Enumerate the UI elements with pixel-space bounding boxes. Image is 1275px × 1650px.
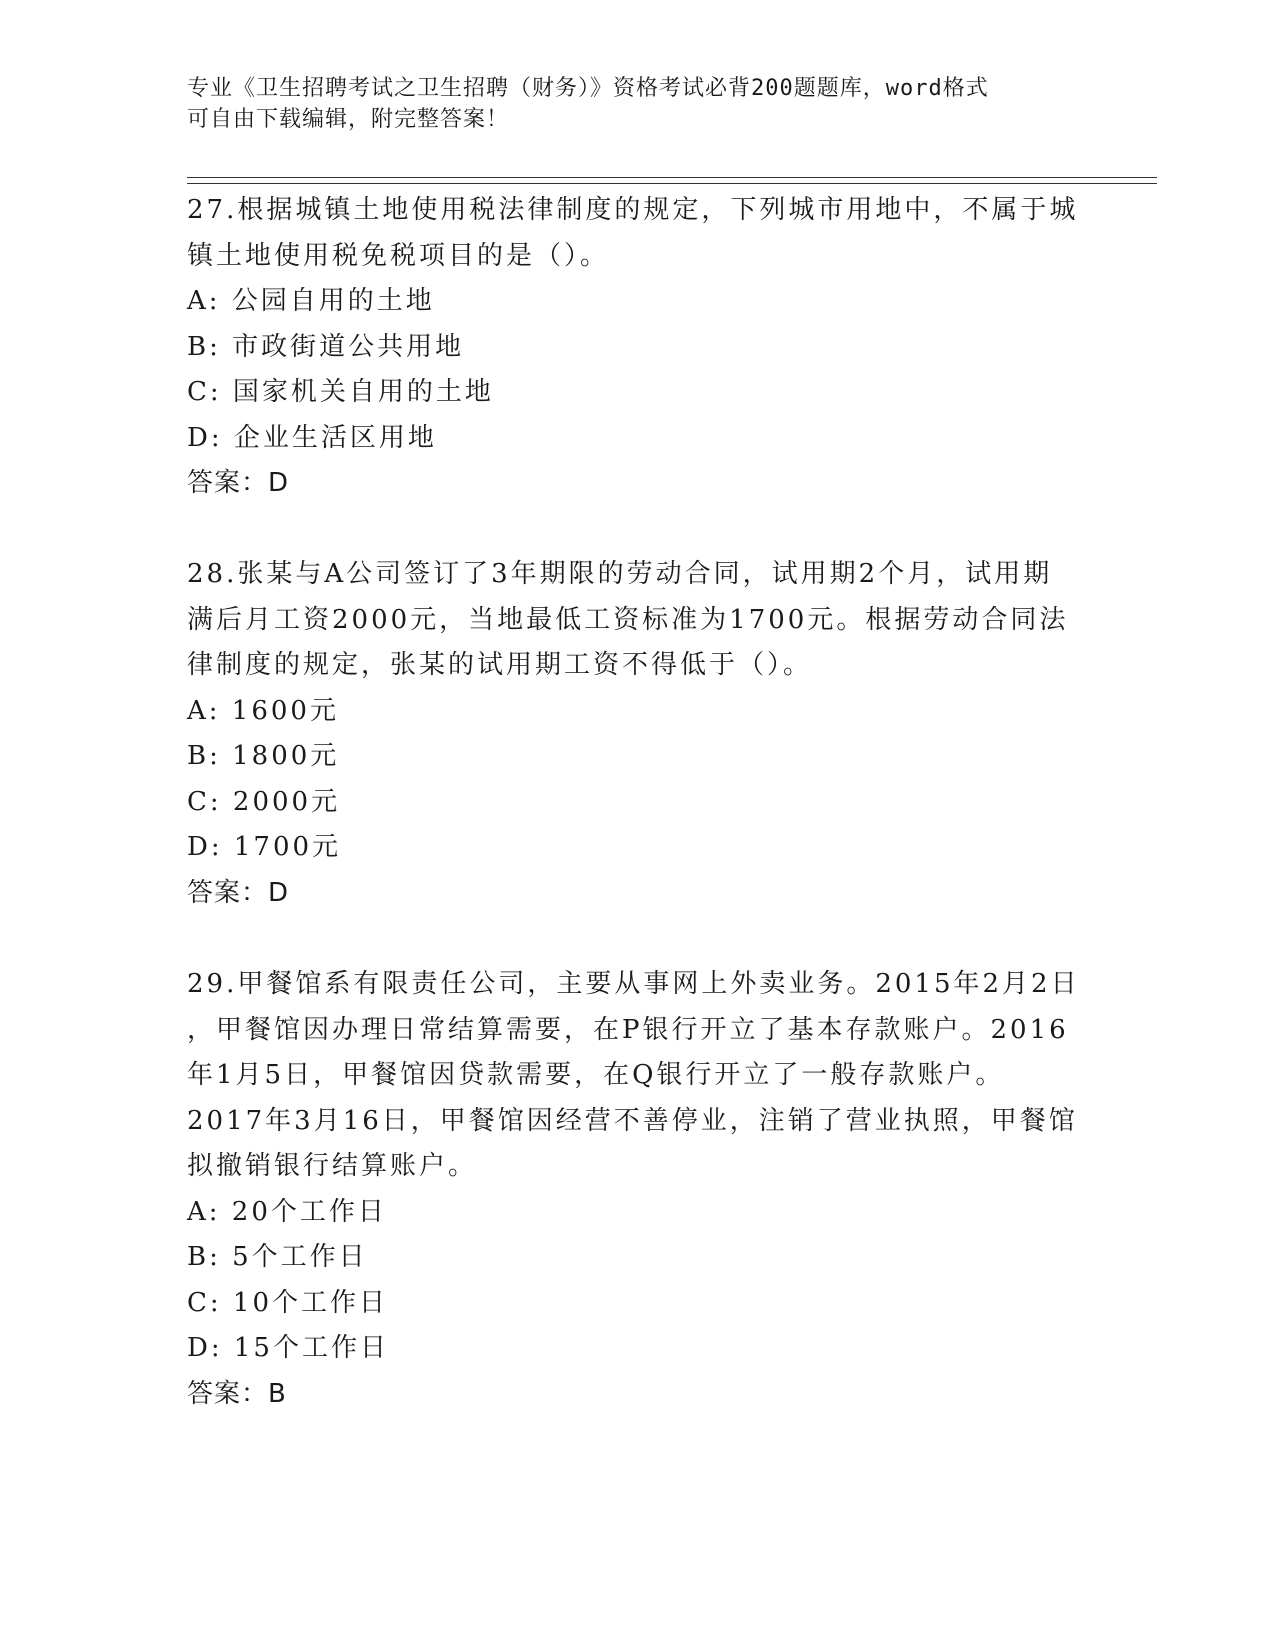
answer-line: 答案：D	[187, 468, 290, 498]
question-text-line: 2017年3月16日，甲餐馆因经营不善停业，注销了营业执照，甲餐馆	[187, 1105, 1078, 1136]
question-text-line: 年1月5日，甲餐馆因贷款需要，在Q银行开立了一般存款账户。	[187, 1060, 1005, 1090]
question-text-line: 律制度的规定，张某的试用期工资不得低于（）。	[187, 650, 813, 680]
answer-line: 答案：D	[187, 877, 290, 908]
document-header	[187, 73, 1087, 135]
option-d: D: 1700元	[187, 832, 342, 862]
option-b: B: 5个工作日	[187, 1242, 368, 1272]
question-text-line: 27.根据城镇土地使用税法律制度的规定，下列城市用地中，不属于城	[187, 195, 1079, 225]
question-text-line: 镇土地使用税免税项目的是（）。	[187, 240, 610, 271]
question-text-line: 28.张某与A公司签订了3年期限的劳动合同，试用期2个月，试用期	[187, 559, 1053, 589]
header-line-1: 专业《卫生招聘考试之卫生招聘（财务）》资格考试必背200题题库，word格式	[187, 76, 989, 101]
question-text-line: 拟撤销银行结算账户。	[187, 1151, 478, 1181]
option-a: A: 公园自用的土地	[187, 286, 435, 316]
answer-line: 答案：B	[187, 1378, 287, 1409]
question-29	[187, 962, 1087, 1417]
option-c: C: 2000元	[187, 786, 341, 817]
option-b: B: 市政街道公共用地	[187, 331, 465, 362]
question-28	[187, 552, 1087, 916]
option-c: C: 10个工作日	[187, 1287, 389, 1318]
question-text-line: 满后月工资2000元，当地最低工资标准为1700元。根据劳动合同法	[187, 604, 1069, 635]
header-divider-top	[187, 177, 1157, 178]
question-text-line: 29.甲餐馆系有限责任公司，主要从事网上外卖业务。2015年2月2日	[187, 969, 1080, 999]
option-a: A: 20个工作日	[187, 1196, 387, 1227]
question-27	[187, 188, 1087, 507]
option-d: D: 企业生活区用地	[187, 422, 437, 453]
option-c: C: 国家机关自用的土地	[187, 377, 494, 407]
question-text-line: ，甲餐馆因办理日常结算需要，在P银行开立了基本存款账户。2016	[187, 1014, 1069, 1045]
header-line-2: 可自由下载编辑，附完整答案！	[187, 107, 510, 132]
option-d: D: 15个工作日	[187, 1333, 389, 1363]
header-divider-bottom	[187, 183, 1157, 184]
option-a: A: 1600元	[187, 695, 339, 726]
option-b: B: 1800元	[187, 741, 340, 771]
